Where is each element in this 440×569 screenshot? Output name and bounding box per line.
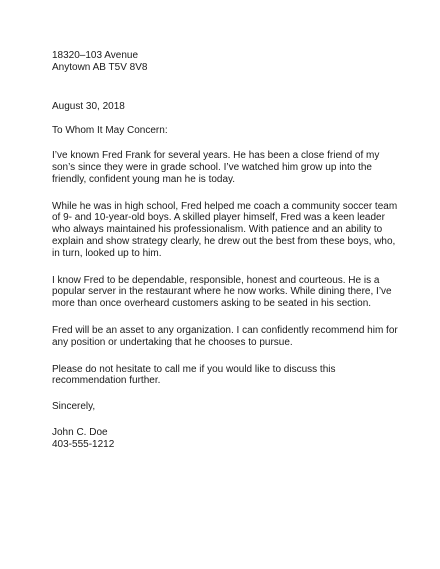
paragraph-line: any position or undertaking that he chooses to pursue. <box>52 336 293 348</box>
paragraph-line: While he was in high school, Fred helped me coach a community soccer team <box>52 200 398 212</box>
paragraph-line: explain and show strategy clearly, he drew out the best from these boys, who, <box>52 235 396 247</box>
address-street: 18320–103 Avenue <box>52 50 139 61</box>
date-text: August 30, 2018 <box>52 100 125 112</box>
signature-name: John C. Doe <box>52 426 108 438</box>
salutation-text: To Whom It May Concern: <box>52 125 168 137</box>
signature-phone: 403-555-1212 <box>52 438 115 450</box>
paragraph-line: Please do not hesitate to call me if you would like to discuss this <box>52 363 336 375</box>
paragraph-3 <box>52 275 392 310</box>
paragraph-line: popular server in the restaurant where he now works. While dining there, I’ve <box>52 286 392 298</box>
paragraph-4 <box>52 324 398 349</box>
paragraph-line: son’s since they were in grade school. I’ve watched him grow up into the <box>52 161 372 173</box>
paragraph-line: of 9- and 10-year-old boys. A skilled player himself, Fred was a keen leader <box>52 212 385 224</box>
closing <box>52 401 392 413</box>
signature-block <box>52 427 392 451</box>
letter-body <box>52 50 398 451</box>
paragraph-line: friendly, confident young man he is today. <box>52 173 236 185</box>
paragraph-line: Fred will be an asset to any organization. I can confidently recommend him for <box>52 324 398 336</box>
paragraph-line: recommendation further. <box>52 375 161 387</box>
paragraph-2 <box>52 200 398 260</box>
salutation <box>52 125 392 137</box>
paragraph-line: I’ve known Fred Frank for several years. He has been a close friend of my <box>52 150 380 162</box>
paragraph-1 <box>52 150 392 185</box>
address-city: Anytown AB T5V 8V8 <box>52 61 148 73</box>
paragraph-line: more than once overheard customers asking to be seated in his section. <box>52 298 372 310</box>
paragraph-line: who always maintained his professionalism. With patience and an ability to <box>52 224 383 236</box>
letter-date <box>52 101 392 113</box>
paragraph-5 <box>52 364 392 388</box>
sender-address <box>52 50 392 74</box>
closing-text: Sincerely, <box>52 401 96 413</box>
paragraph-line: in turn, looked up to him. <box>52 247 162 259</box>
paragraph-line: I know Fred to be dependable, responsible, honest and courteous. He is a <box>52 274 380 286</box>
